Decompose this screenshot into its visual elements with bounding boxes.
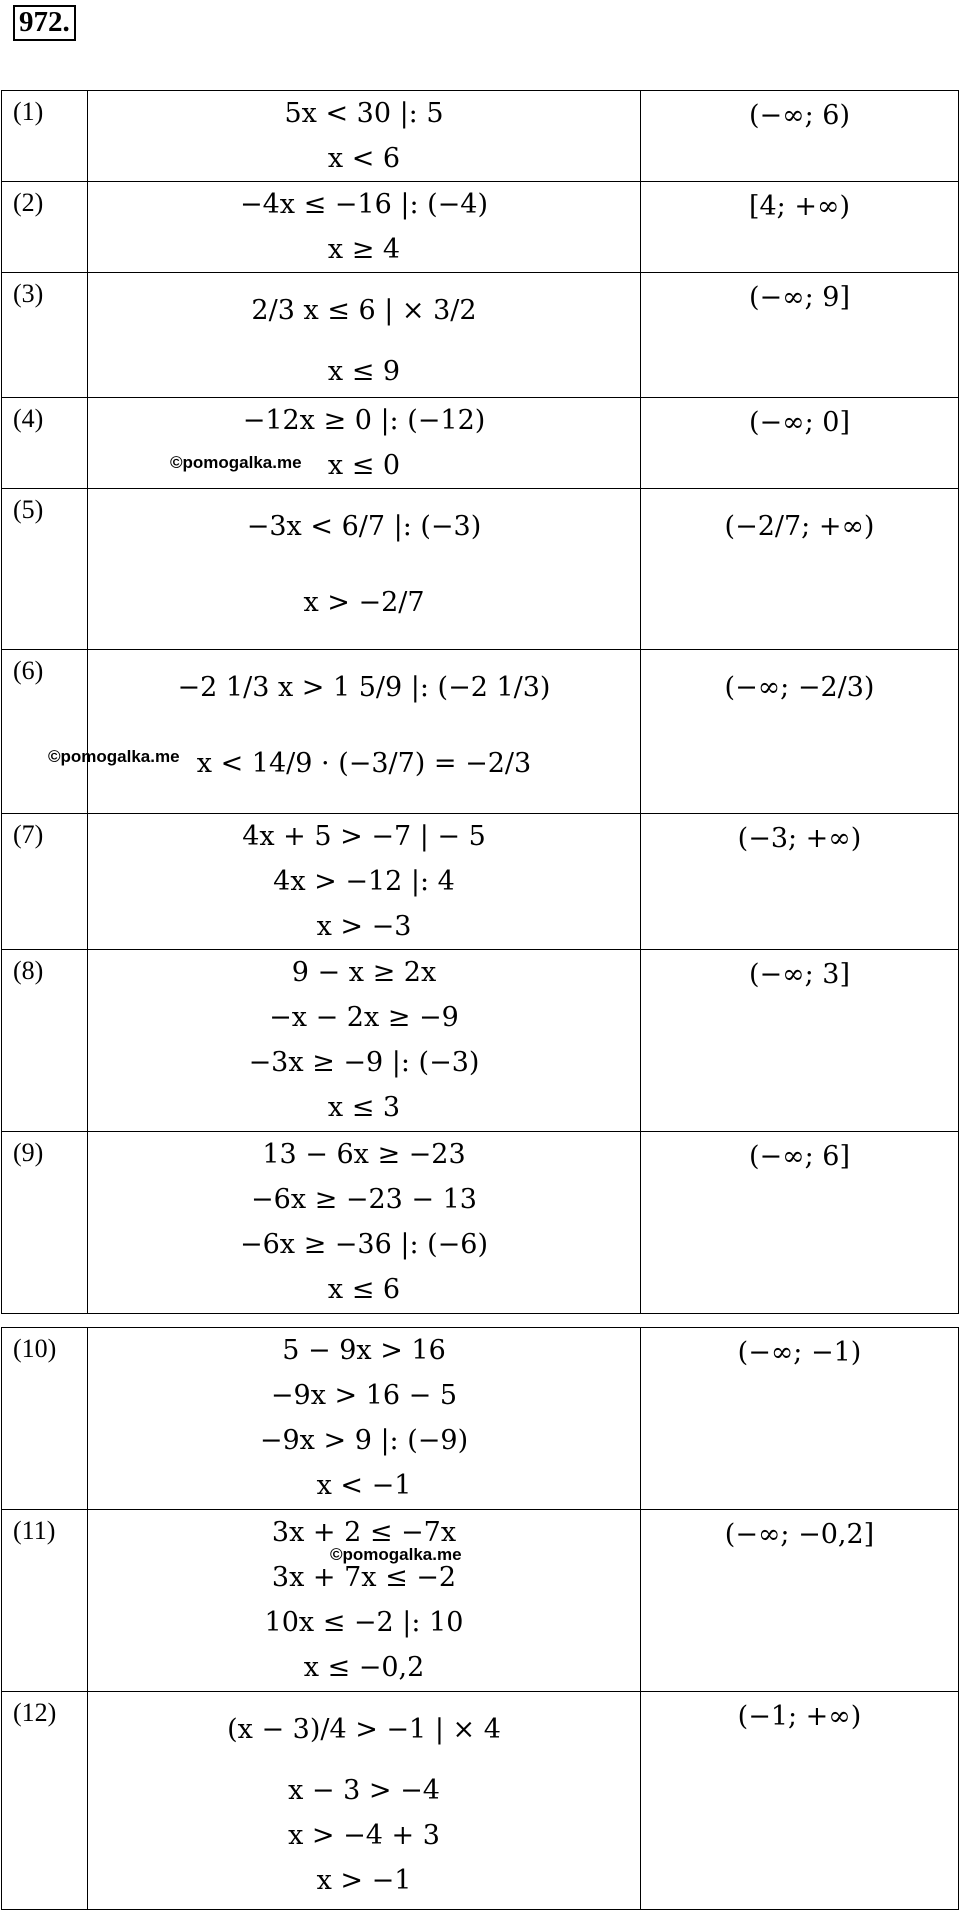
solution-step: 13 − 6x ≥ −23 — [262, 1139, 466, 1170]
solution-cell — [88, 814, 641, 950]
solution-step: x ≤ 6 — [327, 1274, 401, 1305]
solution-step: −9x > 16 − 5 — [270, 1380, 458, 1411]
solutions-table-2 — [1, 1327, 959, 1910]
solution-step: x ≤ 0 — [327, 450, 401, 481]
answer-cell — [641, 182, 959, 273]
answer-interval: (−∞; −0,2] — [724, 1519, 875, 1550]
table-row — [2, 398, 959, 489]
table-row — [2, 1328, 959, 1510]
solution-cell — [88, 1692, 641, 1910]
solution-step: x < 6 — [327, 143, 401, 174]
answer-cell — [641, 650, 959, 814]
answer-cell — [641, 91, 959, 182]
answer-interval: (−2/7; +∞) — [724, 511, 875, 542]
table-row — [2, 650, 959, 814]
solution-step: −3x < 6/7 |: (−3) — [246, 511, 482, 542]
answer-cell — [641, 398, 959, 489]
solution-cell — [88, 1510, 641, 1692]
answer-interval: (−∞; 9] — [748, 282, 851, 313]
solution-cell — [88, 182, 641, 273]
row-number: (12) — [2, 1692, 88, 1910]
solution-step: 3x + 7x ≤ −2 — [271, 1562, 457, 1593]
solution-cell — [88, 650, 641, 814]
solution-step: (x − 3)/4 > −1 | × 4 — [227, 1714, 501, 1745]
row-number: (11) — [2, 1510, 88, 1692]
answer-interval: (−∞; 3] — [748, 959, 851, 990]
solution-step: 2/3 x ≤ 6 | × 3/2 — [251, 295, 477, 326]
solution-step: x ≥ 4 — [327, 234, 401, 265]
solution-step: 10x ≤ −2 |: 10 — [264, 1607, 464, 1638]
solution-cell — [88, 1132, 641, 1314]
solution-step: x < 14/9 · (−3/7) = −2/3 — [196, 748, 532, 779]
solution-step: x > −2/7 — [303, 587, 425, 618]
table-row — [2, 91, 959, 182]
watermark-3: ©pomogalka.me — [330, 1545, 462, 1564]
solution-step: x > −3 — [316, 911, 412, 942]
answer-interval: [4; +∞) — [748, 191, 851, 222]
answer-cell — [641, 273, 959, 398]
answer-cell — [641, 1692, 959, 1910]
answer-interval: (−∞; −2/3) — [724, 672, 875, 703]
answer-interval: (−∞; −1) — [737, 1337, 862, 1368]
row-number: (10) — [2, 1328, 88, 1510]
solution-cell — [88, 489, 641, 650]
solution-step: x ≤ 9 — [327, 356, 401, 387]
solution-step: 4x + 5 > −7 | − 5 — [242, 821, 486, 852]
solution-step: −x − 2x ≥ −9 — [269, 1002, 459, 1033]
row-number: (3) — [2, 273, 88, 398]
solution-cell — [88, 1328, 641, 1510]
solution-step: 4x > −12 |: 4 — [273, 866, 455, 897]
watermark-1: ©pomogalka.me — [170, 453, 302, 472]
solution-step: −4x ≤ −16 |: (−4) — [239, 189, 489, 220]
answer-interval: (−3; +∞) — [737, 823, 862, 854]
solution-step: x − 3 > −4 — [288, 1775, 440, 1806]
row-number: (6) — [2, 650, 88, 814]
row-number: (2) — [2, 182, 88, 273]
solution-step: 3x + 2 ≤ −7x — [271, 1517, 457, 1548]
solution-cell — [88, 950, 641, 1132]
solution-step: x > −1 — [316, 1865, 412, 1896]
table-row — [2, 182, 959, 273]
row-number: (1) — [2, 91, 88, 182]
solution-step: x < −1 — [316, 1470, 412, 1501]
answer-cell — [641, 489, 959, 650]
answer-cell — [641, 814, 959, 950]
answer-interval: (−∞; 6] — [748, 1141, 851, 1172]
solutions-table-1 — [1, 90, 959, 1314]
answer-interval: (−∞; 6) — [748, 100, 851, 131]
table-row — [2, 489, 959, 650]
solution-step: −6x ≥ −23 − 13 — [251, 1184, 477, 1215]
solution-cell — [88, 273, 641, 398]
answer-interval: (−1; +∞) — [737, 1701, 862, 1732]
solution-step: x ≤ 3 — [327, 1092, 401, 1123]
solution-step: −12x ≥ 0 |: (−12) — [242, 405, 486, 436]
solution-step: −9x > 9 |: (−9) — [259, 1425, 469, 1456]
solution-cell — [88, 91, 641, 182]
row-number: (7) — [2, 814, 88, 950]
solution-step: 5 − 9x > 16 — [282, 1335, 446, 1366]
answer-cell — [641, 1510, 959, 1692]
row-number: (4) — [2, 398, 88, 489]
row-number: (8) — [2, 950, 88, 1132]
answer-cell — [641, 950, 959, 1132]
table-row — [2, 1692, 959, 1910]
solution-step: 9 − x ≥ 2x — [291, 957, 437, 988]
solution-step: x > −4 + 3 — [288, 1820, 440, 1851]
answer-cell — [641, 1328, 959, 1510]
table-row — [2, 1132, 959, 1314]
table-row — [2, 814, 959, 950]
solution-step: x ≤ −0,2 — [303, 1652, 425, 1683]
solution-step: −2 1/3 x > 1 5/9 |: (−2 1/3) — [177, 672, 551, 703]
row-number: (9) — [2, 1132, 88, 1314]
task-number: 972. — [13, 5, 76, 41]
table-row — [2, 950, 959, 1132]
solution-step: 5x < 30 |: 5 — [284, 98, 444, 129]
answer-interval: (−∞; 0] — [748, 407, 851, 438]
answer-cell — [641, 1132, 959, 1314]
solution-step: −6x ≥ −36 |: (−6) — [239, 1229, 489, 1260]
table-row — [2, 273, 959, 398]
table-row — [2, 1510, 959, 1692]
solution-step: −3x ≥ −9 |: (−3) — [248, 1047, 480, 1078]
watermark-2: ©pomogalka.me — [48, 747, 180, 766]
solution-cell — [88, 398, 641, 489]
row-number: (5) — [2, 489, 88, 650]
